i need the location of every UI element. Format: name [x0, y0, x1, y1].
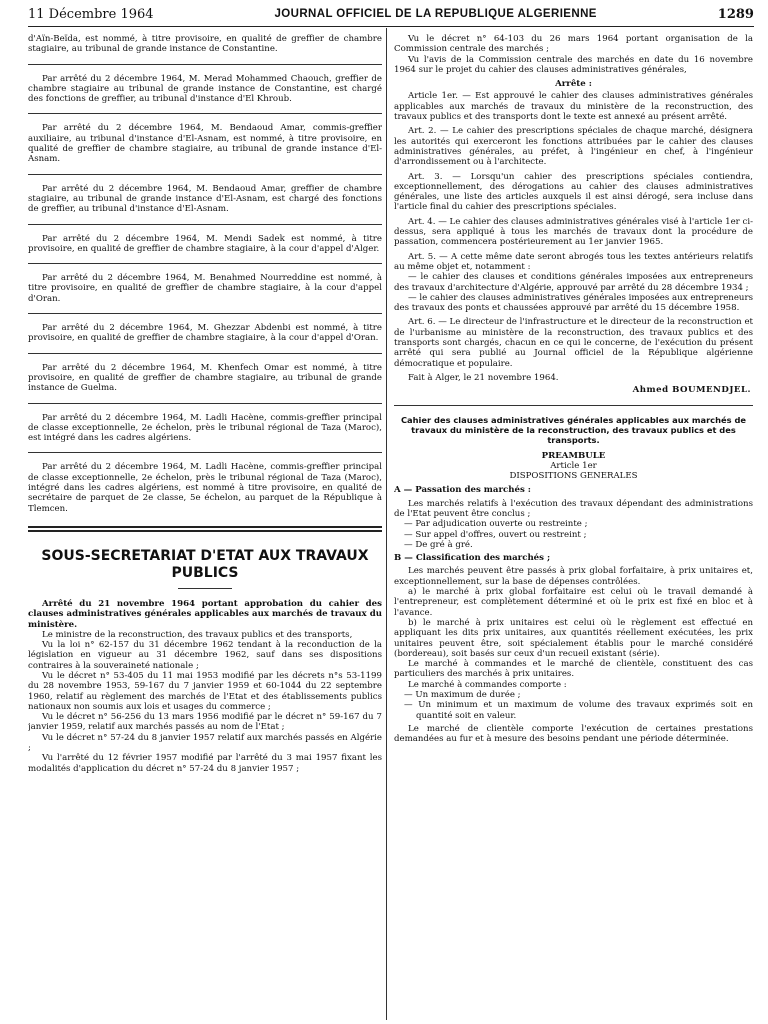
divider [28, 403, 382, 404]
decision-paragraph: Par arrêté du 2 décembre 1964, M. Ladli Hacène, commis-greffier principal de classe exceptionnelle, 2e échelon, près le tribunal régional de Taza (Maroc), intégré dans les cadres algériens, est nommé à titre provisoire, en qualité de secrétaire de parquet de 2e classe, 5e échelon, au parquet de la République à Tlemcen. [28, 462, 382, 514]
section-b-paragraph: Le marché à commandes et le marché de clientèle, constituent des cas particuliers des marchés à prix unitaires. [394, 659, 753, 680]
section-a-heading: A — Passation des marchés : [394, 485, 531, 496]
list-item: — Un minimum et un maximum de volume des travaux exprimés soit en quantité soit en valeur. [404, 700, 753, 721]
visa-paragraph: Vu le décret n° 64-103 du 26 mars 1964 portant organisation de la Commission centrale des marchés ; [394, 34, 753, 55]
section-b-paragraph: a) le marché à prix global forfaitaire est celui où le travail demandé à l'entrepreneur, est complètement déterminé et où le prix est fixé en bloc et à l'avance. [394, 587, 753, 618]
final-paragraph: Le marché de clientèle comporte l'exécution de certaines prestations demandées au fur et à mesure des besoins pendant une période déterminée. [394, 723, 753, 745]
dispositions-heading: DISPOSITIONS GENERALES [509, 471, 638, 482]
right-column [394, 34, 753, 1024]
decree-paragraph: Vu le décret n° 56-256 du 13 mars 1956 modifié par le décret n° 59-167 du 7 janvier 1959, relatif aux marchés passés au nom de l'Etat ; [28, 712, 382, 733]
column-divider [386, 28, 387, 1020]
article-paragraph: — le cahier des clauses administratives générales imposées aux entrepreneurs des travaux des ponts et chaussées approuvé par arrêté du 15 décembre 1958. [394, 292, 753, 314]
decision-paragraph: Par arrêté du 2 décembre 1964, M. Bendaoud Amar, commis-greffier auxiliaire, au tribunal d'instance d'El-Asnam, est nommé, à titre provisoire, en qualité de greffier de chambre stagiaire, au tribunal de grande instance d'El-Asnam. [28, 123, 382, 165]
decree-paragraph: Vu le décret n° 53-405 du 11 mai 1953 modifié par les décrets n°s 53-1199 du 28 novembre 1953, 59-167 du 7 janvier 1959 et 60-1044 du 22 septembre 1960, relatif au règlement des marchés de l'Etat et des établissements publics nationaux non soumis aux lois et usages du commerce ; [28, 670, 382, 712]
section-b-paragraph: b) le marché à prix unitaires est celui où le règlement est effectué en appliquant les dits prix unitaires, aux quantités réellement exécutées, les prix unitaires peuvent être, soit spécialement établis pour le marché considéré (bordereau), soit basés sur ceux d'un recueil existant (série). [394, 617, 753, 659]
article-paragraph: Art. 5. — A cette même date seront abrogés tous les textes antérieurs relatifs au même objet et, notamment : [394, 251, 753, 272]
divider [28, 64, 382, 65]
list-item: — Par adjudication ouverte ou restreinte ; [404, 519, 588, 530]
decision-paragraph: Par arrêté du 2 décembre 1964, M. Bendaoud Amar, greffier de chambre stagiaire, au tribunal de grande instance d'El-Asnam, est chargé des fonctions de greffier, au tribunal d'instance d'El-Asnam. [28, 183, 382, 215]
article-paragraph: Art. 6. — Le directeur de l'infrastructure et le directeur de la reconstruction et de l'urbanisme au ministère de la reconstruction, des travaux publics et des transports sont chargés, chacun en ce qui le concerne, de l'exécution du présent arrêté qui sera publié au Journal officiel de la République algérienne démocratique et populaire. [394, 317, 753, 369]
article-paragraph: Art. 4. — Le cahier des clauses administratives générales visé à l'article 1er ci-dessus, sera appliqué à tous les marchés de travaux dont la procédure de passation, commencera postérieurement au 1er janvier 1965. [394, 216, 753, 248]
signature: Ahmed BOUMENDJEL. [632, 385, 751, 396]
divider [28, 452, 382, 453]
header-date: 11 Décembre 1964 [28, 6, 154, 22]
decree-paragraph: Vu l'arrêté du 12 février 1957 modifié par l'arrêté du 3 mai 1957 fixant les modalités d'application du décret n° 57-24 du 8 janvier 1957 ; [28, 753, 382, 774]
divider [28, 113, 382, 114]
list-item: — Sur appel d'offres, ouvert ou restreint ; [404, 529, 587, 540]
page-header [28, 2, 754, 27]
section-b-paragraph: Le marché à commandes comporte : [408, 679, 567, 690]
decision-paragraph: Par arrêté du 2 décembre 1964, M. Benahmed Nourreddine est nommé, à titre provisoire, en qualité de greffier de chambre stagiaire, à la cour d'appel d'Oran. [28, 273, 382, 304]
visa-paragraph: Vu l'avis de la Commission centrale des marchés en date du 16 novembre 1964 sur le projet du cahier des clauses administratives générales, [394, 54, 753, 75]
article-paragraph: Article 1er. — Est approuvé le cahier des clauses administratives générales applicables aux marchés de travaux du ministère de la reconstruction, des travaux publics et des transports dont le texte est annexé au présent arrêté. [394, 91, 753, 123]
list-item: — De gré à gré. [404, 539, 473, 550]
arrete-label: Arrête : [555, 79, 592, 90]
decree-paragraph: Vu la loi n° 62-157 du 31 décembre 1962 tendant à la reconduction de la législation en vigueur au 31 décembre 1962, sauf dans ses dispositions contraires à la souveraineté nationale ; [28, 640, 382, 671]
done-at: Fait à Alger, le 21 novembre 1964. [408, 372, 559, 383]
journal-title: JOURNAL OFFICIEL DE LA REPUBLIQUE ALGERIENNE [274, 8, 597, 20]
decision-paragraph: Par arrêté du 2 décembre 1964, M. Khenfech Omar est nommé, à titre provisoire, en qualité de greffier de chambre stagiaire, au tribunal de grande instance de Guelma. [28, 362, 382, 394]
preambule-heading: PREAMBULE [541, 450, 606, 461]
section-double-rule [28, 526, 382, 532]
decision-paragraph: Par arrêté du 2 décembre 1964, M. Ghezzar Abdenbi est nommé, à titre provisoire, en qualité de greffier de chambre stagiaire, à la cour d'appel d'Oran. [28, 323, 382, 344]
section-b-heading: B — Classification des marchés ; [394, 553, 551, 564]
section-intro: Arrêté du 21 novembre 1964 portant approbation du cahier des clauses administratives générales applicables aux marchés de travaux du ministère. [28, 598, 382, 630]
decision-paragraph: Par arrêté du 2 décembre 1964, M. Ladli Hacène, commis-greffier principal de classe exceptionnelle, 2e échelon, près le tribunal régional de Taza (Maroc), est intégré dans les cadres algériens. [28, 412, 382, 444]
page-number: 1289 [717, 6, 754, 22]
divider [28, 174, 382, 175]
decree-paragraph: Vu le décret n° 57-24 du 8 janvier 1957 relatif aux marchés passés en Algérie ; [28, 732, 382, 754]
cahier-title: Cahier des clauses administratives générales applicables aux marchés de travaux du ministère de la reconstruction, des travaux publics et des transports. [400, 414, 747, 445]
decision-paragraph: Par arrêté du 2 décembre 1964, M. Mendi Sadek est nommé, à titre provisoire, en qualité de greffier de chambre stagiaire, à la cour d'appel d'Alger. [28, 233, 382, 254]
article-paragraph: — le cahier des clauses et conditions générales imposées aux entrepreneurs des travaux d'architecture d'Algérie, approuvé par arrêté du 28 décembre 1934 ; [394, 272, 753, 293]
section-title: SOUS-SECRETARIAT D'ETAT AUX TRAVAUX PUBLICS [41, 547, 369, 581]
article-heading: Article 1er [550, 460, 597, 471]
article-paragraph: Art. 3. — Lorsqu'un cahier des prescriptions spéciales contiendra, exceptionnellement, des dérogations au cahier des clauses administratives générales, une liste des articles auxquels il est ainsi dérogé, sera incluse dans l'article final du cahier des prescriptions spéciales. [394, 171, 753, 213]
divider [28, 224, 382, 225]
left-column [28, 34, 382, 1024]
short-rule [178, 588, 232, 589]
divider [28, 263, 382, 264]
decision-paragraph: d'Aïn-Beïda, est nommé, à titre provisoire, en qualité de greffier de chambre stagiaire, au tribunal de grande instance de Constantine. [28, 34, 382, 55]
section-a-text: Les marchés relatifs à l'exécution des travaux dépendant des administrations de l'Etat peuvent être conclus ; [394, 498, 753, 519]
section-b-paragraph: Les marchés peuvent être passés à prix global forfaitaire, à prix unitaires et, exceptionnellement, sur la base de dépenses contrôlées. [394, 566, 753, 587]
decree-paragraph: Le ministre de la reconstruction, des travaux publics et des transports, [42, 629, 353, 640]
divider [28, 313, 382, 314]
list-item: — Un maximum de durée ; [404, 690, 521, 701]
decision-paragraph: Par arrêté du 2 décembre 1964, M. Merad Mohammed Chaouch, greffier de chambre stagiaire au tribunal de grande instance de Constantine, est chargé des fonctions de greffier, au tribunal d'instance d'El Khroub. [28, 73, 382, 105]
divider [28, 353, 382, 354]
divider [394, 405, 753, 406]
article-paragraph: Art. 2. — Le cahier des prescriptions spéciales de chaque marché, désignera les autorités qui exerceront les fonctions attribuées par le cahier des clauses administratives générales, au préfet, à l'ingénieur en chef, à l'ingénieur d'arrondissement ou à l'architecte. [394, 126, 753, 168]
